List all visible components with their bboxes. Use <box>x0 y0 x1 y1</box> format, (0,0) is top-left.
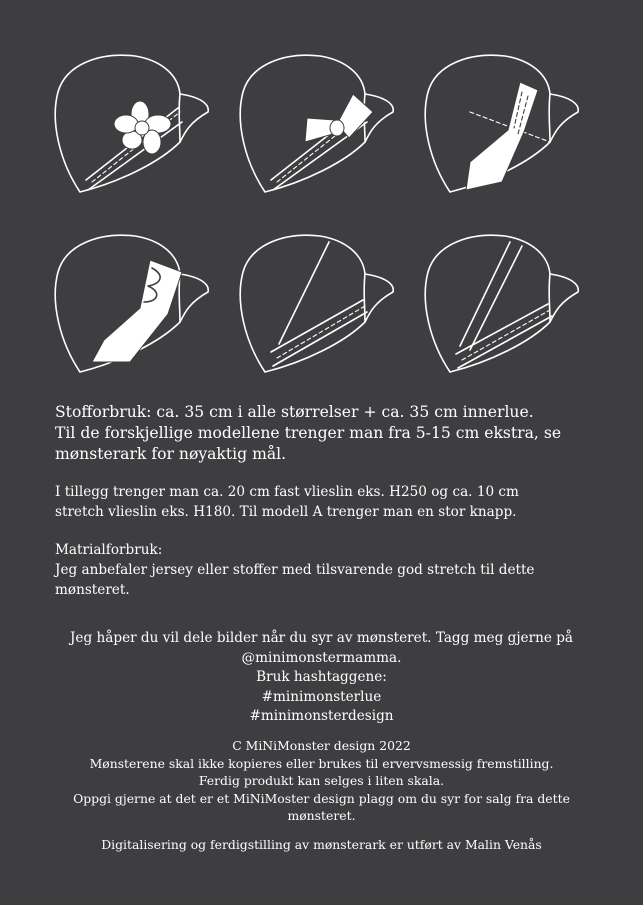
material-heading: Matrialforbruk: <box>55 542 163 558</box>
hat-flower-variant <box>40 42 220 202</box>
hat-bow-variant <box>225 42 405 202</box>
hat-single-seam-variant <box>225 222 405 382</box>
copyright-line: Mønsterene skal ikke kopieres eller brukes til ervervsmessig fremstilling. <box>89 755 554 771</box>
share-line: Bruk hashtaggene: <box>256 669 387 685</box>
interfacing-line: I tillegg trenger man ca. 20 cm fast vlieslin eks. H250 og ca. 10 cm <box>55 484 519 500</box>
copyright-section <box>40 737 603 825</box>
share-section <box>40 629 603 727</box>
material-usage <box>55 540 595 600</box>
copyright-line: mønsteret. <box>287 808 356 823</box>
fabric-line: Stofforbruk: ca. 35 cm i alle størrelser + ca. 35 cm innerlue. <box>55 403 534 421</box>
interfacing-line: stretch vlieslin eks. H180. Til modell A trenger man en stor knapp. <box>55 504 517 520</box>
bow-icon <box>305 94 373 142</box>
braided-band-icon <box>92 260 182 362</box>
interfacing-note <box>55 482 595 522</box>
material-line: Jeg anbefaler jersey eller stoffer med tilsvarende god stretch til dette <box>55 562 535 578</box>
copyright-line: C MiNiMonster design 2022 <box>232 738 411 753</box>
hat-twisted-band-variant <box>410 42 590 202</box>
hat-double-seam-variant <box>410 222 590 382</box>
copyright-line: Ferdig produkt kan selges i liten skala. <box>198 773 445 788</box>
copyright-line: Oppgi gjerne at det er et MiNiMoster design plagg om du syr for salg fra dette <box>73 790 570 806</box>
hat-illustrations <box>0 0 643 385</box>
material-line: mønsteret. <box>55 582 130 598</box>
twisted-band-icon <box>466 82 538 190</box>
share-line: Jeg håper du vil dele bilder når du syr av mønsteret. Tagg meg gjerne på <box>69 630 574 646</box>
hat-braided-band-variant <box>40 222 220 382</box>
hashtag: #minimonsterlue <box>261 688 382 705</box>
credits-line: Digitalisering og ferdigstilling av mønsterark er utført av Malin Venås <box>101 837 542 852</box>
credits <box>40 836 603 854</box>
fabric-line: Til de forskjellige modellene trenger man fra 5-15 cm ekstra, se <box>55 424 562 442</box>
instagram-handle: @minimonstermamma. <box>241 649 402 666</box>
flower-icon <box>114 101 171 154</box>
fabric-usage <box>55 402 595 465</box>
fabric-line: mønsterark for nøyaktig mål. <box>55 445 287 463</box>
hashtag: #minimonsterdesign <box>249 708 394 724</box>
